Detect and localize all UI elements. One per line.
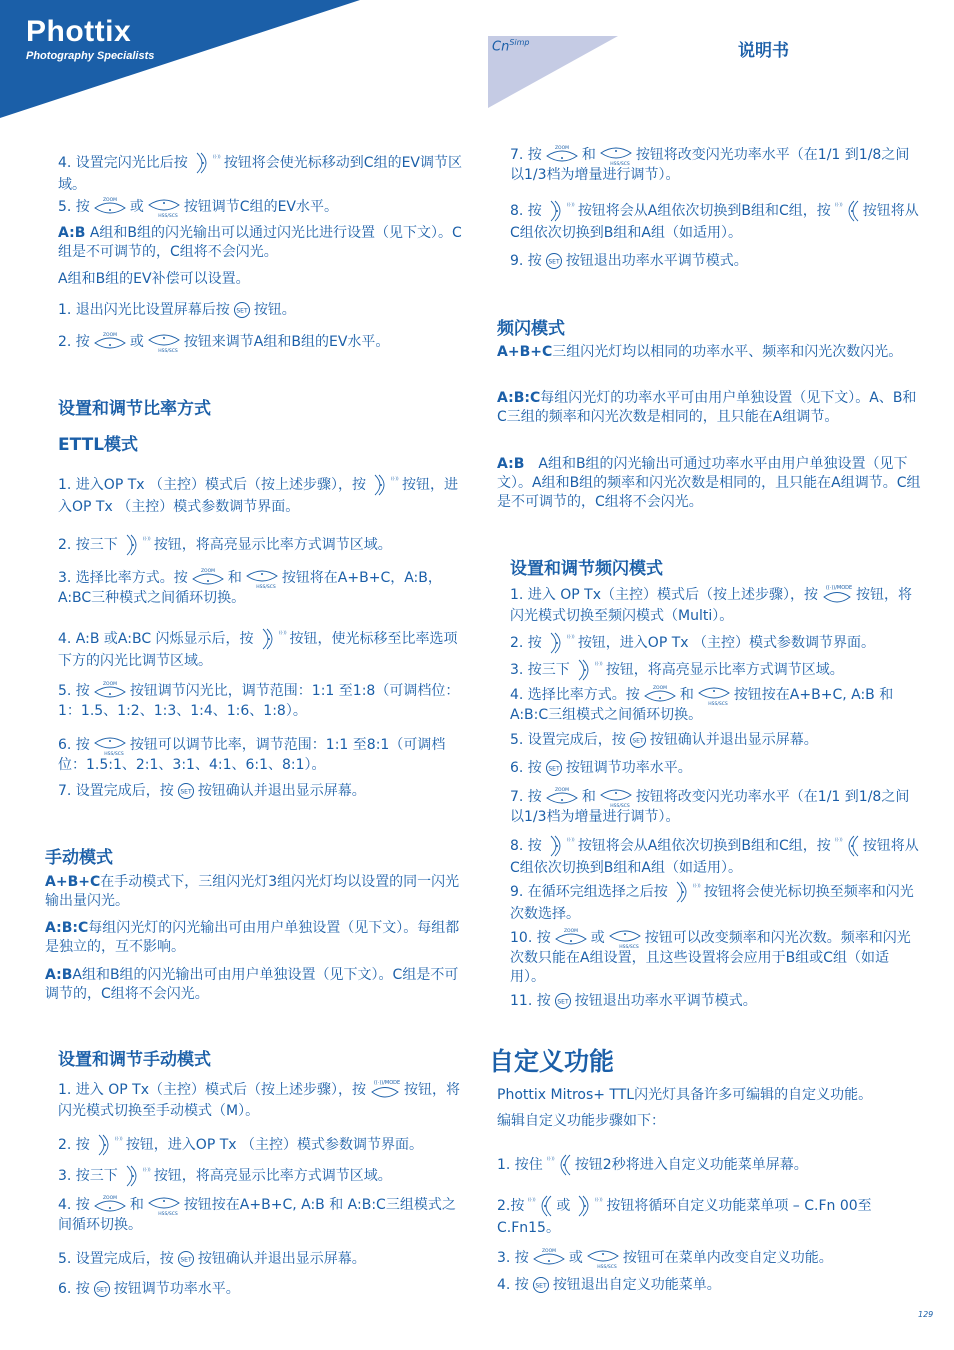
- dial-right-icon: [671, 879, 701, 905]
- set-button-icon: [545, 252, 563, 270]
- left-para-16: A:BA组和B组的闪光输出可由用户单独设置（见下文）。C组是不可调节的，C组将不会闪光。: [45, 967, 459, 1002]
- svg-text:((·)): ((·)): [566, 202, 575, 207]
- svg-text:SET: SET: [96, 1286, 108, 1294]
- right-para-7: 1. 进入 OP Tx（主控）模式后（按上述步骤），按 ((·))/MODE 按钮，将闪光模式切换至频闪模式（Multi）。: [510, 585, 913, 624]
- zoom-button-icon: [93, 680, 127, 702]
- svg-text:HSS/SCS: HSS/SCS: [708, 702, 728, 706]
- right-para-23: 4. 按 SET 按钮退出自定义功能菜单。: [497, 1277, 721, 1293]
- dial-right-icon: [545, 833, 575, 859]
- svg-text:((·))/MODE: ((·))/MODE: [825, 585, 853, 591]
- svg-text:((·)): ((·)): [528, 1197, 536, 1202]
- hss-button-icon: [147, 1194, 181, 1216]
- hss-button-icon: [93, 734, 127, 756]
- left-para-2: 5. 按 ZOOM 或 HSS/SCS 按钮调节C组的EV水平。: [58, 198, 339, 218]
- hss-button-icon: [245, 567, 279, 589]
- svg-text:ZOOM: ZOOM: [554, 146, 569, 151]
- svg-text:ZOOM: ZOOM: [102, 198, 117, 203]
- zoom-button-icon: [545, 786, 579, 808]
- heading-ettl: ETTL模式: [58, 435, 139, 455]
- right-para-17: 11. 按 SET 按钮退出功率水平调节模式。: [510, 993, 757, 1009]
- right-para-3: 9. 按 SET 按钮退出功率水平调节模式。: [510, 253, 748, 269]
- set-button-icon: [93, 1280, 111, 1298]
- zoom-button-icon: [191, 567, 225, 589]
- svg-text:SET: SET: [632, 737, 644, 745]
- brand-logo: [26, 16, 154, 62]
- right-para-14: 8. 按 ((·)) 按钮将会从A组依次切换到B组和C组，按 ((·)) 按钮将从C组依次切换到B组和A组（如适用）。: [510, 833, 920, 878]
- svg-text:HSS/SCS: HSS/SCS: [158, 214, 178, 218]
- left-para-9: 3. 选择比率方式。按 ZOOM 和 HSS/SCS 按钮将在A+B+C，A:B，A:BC三种模式之间循环切换。: [58, 569, 442, 606]
- left-para-18: 2. 按 ((·)) 按钮，进入OP Tx （主控）模式参数调节界面。: [58, 1132, 468, 1158]
- heading-manual-mode: 手动模式: [45, 848, 113, 868]
- svg-text:SET: SET: [548, 765, 560, 773]
- dial-right-icon: [573, 657, 603, 683]
- svg-text:((·)): ((·)): [142, 536, 151, 541]
- svg-text:((·)): ((·)): [278, 630, 287, 635]
- svg-text:((·)): ((·)): [566, 634, 575, 639]
- zoom-button-icon: [93, 1194, 127, 1216]
- heading-multi-mode: 频闪模式: [497, 319, 565, 339]
- left-para-12: 6. 按 HSS/SCS 按钮可以调节比率，调节范围：1:1 至8:1（可调档位：1.5:1、2:1、3:1、4:1、6:1、8:1）。: [58, 734, 468, 775]
- hss-button-icon: [586, 1247, 620, 1269]
- right-para-21: 2.按 ((·)) 或 ((·)) 按钮将循环自定义功能菜单项 – C.Fn 00至C.Fn15。: [497, 1193, 921, 1238]
- svg-text:SET: SET: [535, 1282, 547, 1290]
- page-number: 129: [918, 1310, 934, 1319]
- svg-text:SET: SET: [557, 998, 569, 1006]
- left-para-1: 4. 设置完闪光比后按 ((·)) 按钮将会使光标移动到C组的EV调节区域。: [58, 150, 468, 195]
- left-para-22: 6. 按 SET 按钮调节功率水平。: [58, 1281, 240, 1297]
- svg-text:((·)): ((·)): [546, 1156, 555, 1161]
- dial-right-icon: [93, 1132, 123, 1158]
- left-para-10: 4. A:B 或A:BC 闪烁显示后，按 ((·)) 按钮，使光标移至比率选项下方的闪光比调节区域。: [58, 626, 468, 671]
- set-button-icon: [545, 759, 563, 777]
- right-para-19: 编辑自定义功能步骤如下：: [497, 1113, 665, 1129]
- dial-right-icon: [545, 198, 575, 224]
- right-para-11: 5. 设置完成后，按 SET 按钮确认并退出显示屏幕。: [510, 732, 818, 748]
- hss-button-icon: [608, 927, 642, 949]
- dial-right-icon: [191, 150, 221, 176]
- right-para-13: 7. 按 ZOOM 和 HSS/SCS 按钮将改变闪光功率水平（在1/1 到1/8之间以1/3档为增量进行调节）。: [510, 788, 910, 825]
- svg-text:HSS/SCS: HSS/SCS: [256, 585, 276, 589]
- left-para-14: A+B+C在手动模式下，三组闪光灯3组闪光灯均以设置的同一闪光输出量闪光。: [45, 874, 460, 909]
- hss-button-icon: [147, 196, 181, 218]
- brand-name: Phottix: [26, 15, 132, 48]
- dial-left-icon: [546, 1152, 572, 1178]
- left-para-15: A:B:C每组闪光灯的闪光输出可由用户单独设置（见下文）。每组都是独立的，互不影响。: [45, 920, 460, 955]
- hss-button-icon: [697, 684, 731, 706]
- svg-text:((·)): ((·)): [594, 661, 603, 666]
- svg-text:((·)): ((·)): [212, 154, 221, 159]
- hss-button-icon: [599, 786, 633, 808]
- svg-text:HSS/SCS: HSS/SCS: [158, 1212, 178, 1216]
- set-button-icon: [177, 782, 195, 800]
- svg-text:((·)): ((·)): [114, 1136, 123, 1141]
- brand-tagline: Photography Specialists: [26, 50, 155, 62]
- svg-text:HSS/SCS: HSS/SCS: [597, 1265, 617, 1269]
- set-button-icon: [554, 992, 572, 1010]
- dial-right-icon: [121, 1163, 151, 1189]
- svg-text:((·)): ((·)): [391, 476, 399, 481]
- svg-text:ZOOM: ZOOM: [102, 682, 117, 687]
- left-para-3: A:B A组和B组的闪光输出可以通过闪光比进行设置（见下文）。C组是不可调节的，C组将不会闪光。: [58, 225, 462, 260]
- heading-manual-settings: 设置和调节手动模式: [58, 1050, 211, 1070]
- svg-text:((·)): ((·)): [834, 837, 843, 842]
- svg-text:ZOOM: ZOOM: [102, 333, 117, 338]
- left-para-17: 1. 进入 OP Tx（主控）模式后（按上述步骤），按 ((·))/MODE 按钮，将闪光模式切换至手动模式（M）。: [58, 1080, 461, 1119]
- right-para-5: A:B:C每组闪光灯的功率水平可由用户单独设置（见下文）。A、B和C三组的频率和闪光次数是相同的，且只能在A组调节。: [497, 390, 917, 425]
- svg-text:((·)): ((·)): [566, 837, 575, 842]
- left-para-6: 2. 按 ZOOM 或 HSS/SCS 按钮来调节A组和B组的EV水平。: [58, 333, 390, 353]
- right-para-20: 1. 按住 ((·)) 按钮2秒将进入自定义功能菜单屏幕。: [497, 1152, 921, 1178]
- dial-left-icon: [834, 833, 860, 859]
- zoom-button-icon: [532, 1247, 566, 1269]
- svg-text:((·)): ((·)): [595, 1197, 603, 1202]
- right-para-22: 3. 按 ZOOM 或 HSS/SCS 按钮可在菜单内改变自定义功能。: [497, 1249, 833, 1269]
- svg-text:HSS/SCS: HSS/SCS: [618, 945, 639, 949]
- svg-text:((·)): ((·)): [692, 883, 701, 888]
- right-para-18: Phottix Mitros+ TTL闪光灯具备许多可编辑的自定义功能。: [497, 1087, 873, 1103]
- svg-text:ZOOM: ZOOM: [541, 1249, 556, 1254]
- heading-custom-functions: 自定义功能: [489, 1047, 615, 1076]
- svg-text:ZOOM: ZOOM: [200, 569, 215, 574]
- right-para-9: 3. 按三下 ((·)) 按钮，将高亮显示比率方式调节区域。: [510, 657, 920, 683]
- right-para-2: 8. 按 ((·)) 按钮将会从A组依次切换到B组和C组，按 ((·)) 按钮将从C组依次切换到B组和A组（如适用）。: [510, 198, 920, 243]
- svg-text:ZOOM: ZOOM: [554, 788, 569, 793]
- set-button-icon: [629, 731, 647, 749]
- left-para-4: A组和B组的EV补偿可以设置。: [58, 271, 250, 287]
- svg-text:SET: SET: [236, 307, 248, 315]
- left-para-11: 5. 按 ZOOM 按钮调节闪光比，调节范围：1:1 至1:8（可调档位：1：1.5、1:2、1:3、1:4、1:6、1:8）。: [58, 682, 460, 719]
- zoom-button-icon: [93, 331, 127, 353]
- svg-text:((·))/MODE: ((·))/MODE: [373, 1080, 401, 1086]
- left-para-13: 7. 设置完成后，按 SET 按钮确认并退出显示屏幕。: [58, 783, 366, 799]
- dial-left-icon: [527, 1193, 553, 1219]
- right-para-4: A+B+C三组闪光灯均以相同的功率水平、频率和闪光次数闪光。: [497, 344, 903, 360]
- zoom-button-icon: [643, 684, 677, 706]
- dial-right-icon: [369, 472, 399, 498]
- svg-text:HSS/SCS: HSS/SCS: [610, 804, 630, 808]
- svg-text:HSS/SCS: HSS/SCS: [158, 349, 178, 353]
- zoom-button-icon: [93, 196, 127, 218]
- svg-text:((·)): ((·)): [142, 1167, 151, 1172]
- svg-text:HSS/SCS: HSS/SCS: [104, 752, 124, 756]
- right-para-6: A:B A组和B组的闪光输出可通过功率水平由用户单独设置（见下文）。A组和B组的频率和闪光次数是相同的，且只能在A组调节。C组是不可调节的，C组将不会闪光。: [497, 456, 921, 510]
- hss-button-icon: [599, 144, 633, 166]
- right-para-8: 2. 按 ((·)) 按钮，进入OP Tx （主控）模式参数调节界面。: [510, 630, 920, 656]
- heading-ratio-settings: 设置和调节比率方式: [58, 399, 211, 419]
- left-para-20: 4. 按 ZOOM 和 HSS/SCS 按钮按在A+B+C, A:B 和 A:B:C三组模式之间循环切换。: [58, 1196, 456, 1233]
- svg-text:SET: SET: [548, 258, 560, 266]
- left-para-7: 1. 进入OP Tx （主控）模式后（按上述步骤），按 ((·)) 按钮，进入OP Tx （主控）模式参数调节界面。: [58, 472, 468, 517]
- svg-text:SET: SET: [180, 788, 192, 796]
- heading-multi-settings: 设置和调节频闪模式: [510, 559, 663, 579]
- svg-text:ZOOM: ZOOM: [102, 1196, 117, 1201]
- right-para-1: 7. 按 ZOOM 和 HSS/SCS 按钮将改变闪光功率水平（在1/1 到1/8之间以1/3档为增量进行调节）。: [510, 146, 910, 183]
- zoom-button-icon: [554, 927, 588, 949]
- right-para-16: 10. 按 ZOOM 或 HSS/SCS 按钮可以改变频率和闪光次数。频率和闪光次数只能在A组设置，且这些设置将会应用于B组或C组（如适用）。: [510, 929, 911, 985]
- svg-text:HSS/SCS: HSS/SCS: [610, 162, 630, 166]
- dial-right-icon: [121, 532, 151, 558]
- svg-text:SET: SET: [180, 1256, 192, 1264]
- left-para-19: 3. 按三下 ((·)) 按钮，将高亮显示比率方式调节区域。: [58, 1163, 468, 1189]
- dial-right-icon: [257, 626, 287, 652]
- zoom-button-icon: [545, 144, 579, 166]
- set-button-icon: [233, 301, 251, 319]
- left-para-21: 5. 设置完成后，按 SET 按钮确认并退出显示屏幕。: [58, 1251, 366, 1267]
- hss-button-icon: [147, 331, 181, 353]
- right-para-15: 9. 在循环完组选择之后按 ((·)) 按钮将会使光标切换至频率和闪光次数选择。: [510, 879, 920, 924]
- dial-right-icon: [545, 630, 575, 656]
- svg-text:((·)): ((·)): [834, 202, 843, 207]
- set-button-icon: [532, 1276, 550, 1294]
- svg-text:ZOOM: ZOOM: [652, 686, 667, 691]
- mode-button-icon: [369, 1078, 401, 1102]
- dial-right-icon: [573, 1193, 603, 1219]
- set-button-icon: [177, 1250, 195, 1268]
- right-para-10: 4. 选择比率方式。按 ZOOM 和 HSS/SCS 按钮按在A+B+C, A:B 和 A:B:C三组模式之间循环切换。: [510, 686, 894, 723]
- mode-button-icon: [821, 583, 853, 607]
- language-label: $Cn^{Simp}$: [492, 38, 530, 55]
- dial-left-icon: [834, 198, 860, 224]
- left-para-8: 2. 按三下 ((·)) 按钮，将高亮显示比率方式调节区域。: [58, 532, 468, 558]
- svg-text:ZOOM: ZOOM: [563, 929, 578, 934]
- document-title: 说明书: [738, 41, 789, 61]
- left-para-5: 1. 退出闪光比设置屏幕后按 SET 按钮。: [58, 302, 296, 318]
- right-para-12: 6. 按 SET 按钮调节功率水平。: [510, 760, 692, 776]
